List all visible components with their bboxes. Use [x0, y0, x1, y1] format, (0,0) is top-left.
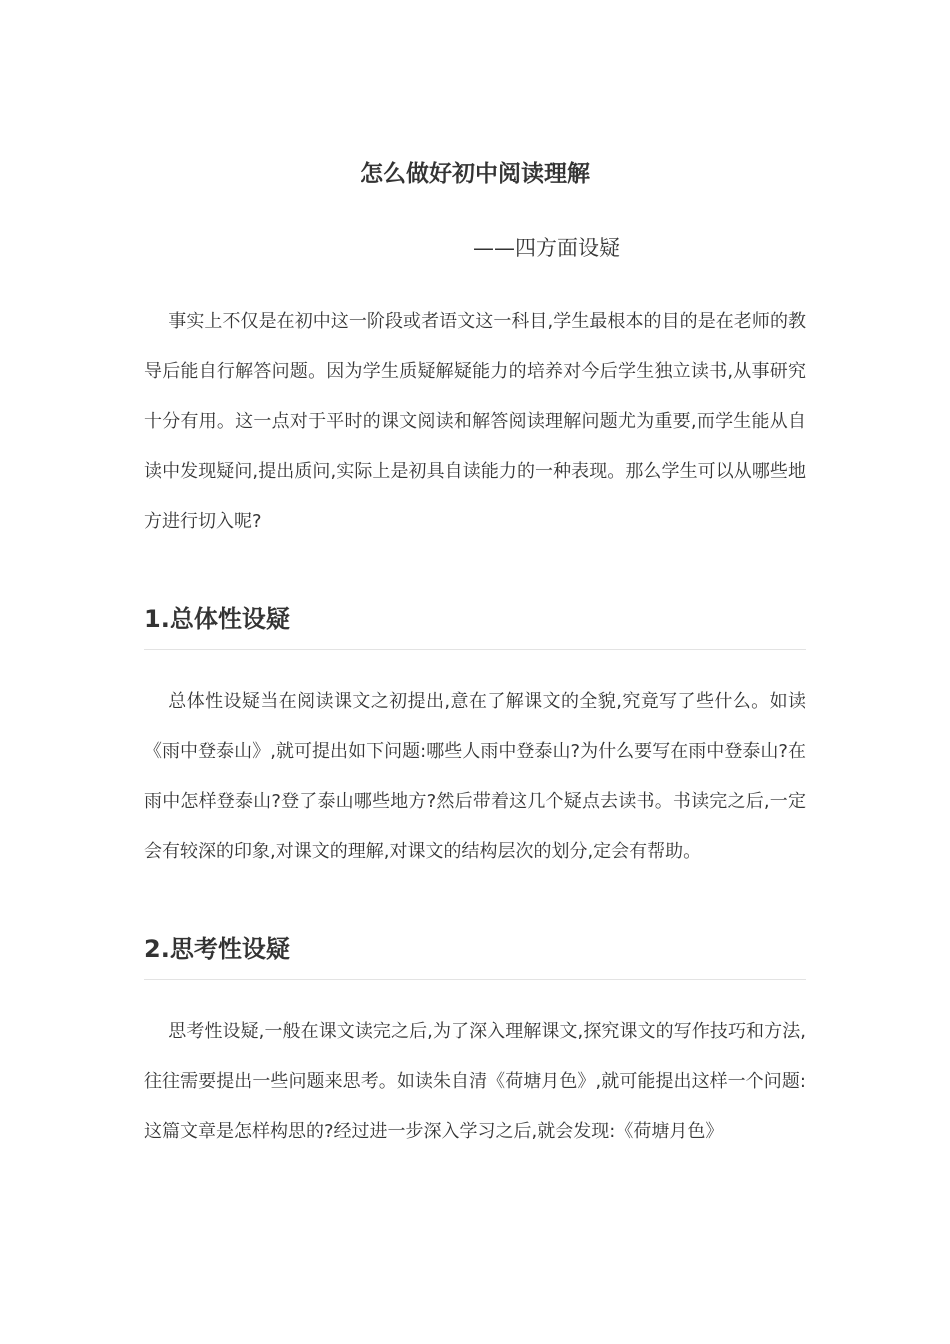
document-subtitle: ——四方面设疑 — [473, 236, 620, 260]
section-body-1: 总体性设疑当在阅读课文之初提出,意在了解课文的全貌,究竟写了些什么。如读《雨中登泰山》,就可提出如下问题:哪些人雨中登泰山?为什么要写在雨中登泰山?在雨中怎样登泰山?登了泰山哪些地方?然后带着这几个疑点去读书。书读完之后,一定会有较深的印象,对课文的理解,对课文的结构层次的划分,定会有帮助。 — [144, 691, 806, 862]
document-title: 怎么做好初中阅读理解 — [360, 161, 590, 187]
intro-paragraph: 事实上不仅是在初中这一阶段或者语文这一科目,学生最根本的目的是在老师的教导后能自行解答问题。因为学生质疑解疑能力的培养对今后学生独立读书,从事研究十分有用。这一点对于平时的课文阅读和解答阅读理解问题尤为重要,而学生能从自读中发现疑问,提出质问,实际上是初具自读能力的一种表现。那么学生可以从哪些地方进行切入呢? — [144, 311, 806, 532]
section-body-2: 思考性设疑,一般在课文读完之后,为了深入理解课文,探究课文的写作技巧和方法,往往需要提出一些问题来思考。如读朱自清《荷塘月色》,就可能提出这样一个问题:这篇文章是怎样构思的?经过进一步深入学习之后,就会发现:《荷塘月色》 — [144, 1021, 806, 1142]
section-heading-2: 2.思考性设疑 — [144, 929, 806, 980]
section-heading-1: 1.总体性设疑 — [144, 599, 806, 650]
